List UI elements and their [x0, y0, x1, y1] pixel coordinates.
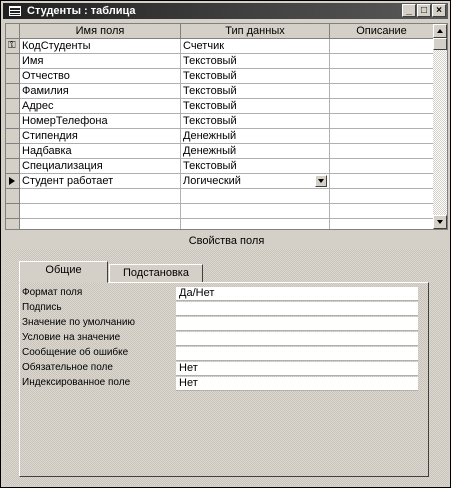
property-label: Формат поля [22, 287, 83, 298]
description-cell[interactable] [330, 219, 434, 230]
row-selector[interactable] [6, 99, 20, 114]
current-row-arrow-icon [9, 177, 15, 185]
property-label: Индексированное поле [22, 377, 131, 388]
field-name-cell[interactable]: Специализация [20, 159, 181, 174]
header-data-type[interactable]: Тип данных [181, 24, 330, 39]
property-value-field[interactable] [176, 317, 418, 331]
maximize-button[interactable]: □ [417, 4, 431, 17]
row-selector[interactable] [6, 39, 20, 54]
field-properties-title: Свойства поля [5, 234, 448, 250]
minimize-button[interactable]: _ [402, 4, 416, 17]
field-name-cell[interactable]: Студент работает [20, 174, 181, 189]
data-type-cell[interactable]: Счетчик [181, 39, 330, 54]
property-value-field[interactable]: Да/Нет [176, 287, 418, 301]
data-type-cell[interactable]: Текстовый [181, 159, 330, 174]
row-selector[interactable] [6, 54, 20, 69]
property-value-field[interactable] [176, 347, 418, 361]
table-row[interactable] [6, 204, 434, 219]
property-row[interactable] [20, 301, 420, 316]
data-type-cell[interactable]: Текстовый [181, 99, 330, 114]
data-type-cell[interactable]: Логический [181, 174, 330, 189]
property-label: Значение по умолчанию [22, 317, 135, 328]
row-selector[interactable] [6, 159, 20, 174]
row-selector[interactable] [6, 204, 20, 219]
field-properties-pane [5, 249, 448, 485]
table-row[interactable] [6, 174, 434, 189]
field-name-cell[interactable] [20, 219, 181, 230]
description-cell[interactable] [330, 114, 434, 129]
data-type-cell[interactable] [181, 219, 330, 230]
field-grid [5, 23, 448, 230]
table-row[interactable] [6, 39, 434, 54]
property-row[interactable] [20, 361, 420, 376]
row-selector[interactable] [6, 174, 20, 189]
row-selector[interactable] [6, 114, 20, 129]
data-type-cell[interactable]: Текстовый [181, 69, 330, 84]
property-value-field[interactable] [176, 302, 418, 316]
table-row[interactable] [6, 54, 434, 69]
header-description[interactable]: Описание [330, 24, 434, 39]
header-field-name[interactable]: Имя поля [20, 24, 181, 39]
description-cell[interactable] [330, 54, 434, 69]
header-corner [6, 24, 20, 39]
field-name-cell[interactable] [20, 204, 181, 219]
general-tab-panel [19, 282, 429, 477]
table-row[interactable] [6, 129, 434, 144]
field-name-cell[interactable]: Надбавка [20, 144, 181, 159]
field-name-cell[interactable]: Отчество [20, 69, 181, 84]
grid-header [6, 24, 434, 39]
property-row[interactable] [20, 346, 420, 361]
title-bar[interactable] [3, 3, 448, 19]
description-cell[interactable] [330, 144, 434, 159]
grid-vertical-scrollbar[interactable] [433, 24, 447, 229]
data-type-cell[interactable]: Денежный [181, 144, 330, 159]
primary-key-icon: ⚿ [8, 40, 16, 51]
table-row[interactable] [6, 219, 434, 230]
property-value-field[interactable]: Нет [176, 362, 418, 376]
field-name-cell[interactable] [20, 189, 181, 204]
field-name-cell[interactable]: Фамилия [20, 84, 181, 99]
data-type-cell[interactable]: Текстовый [181, 84, 330, 99]
tab-general[interactable]: Общие [19, 261, 108, 283]
row-selector[interactable] [6, 69, 20, 84]
property-value-field[interactable]: Нет [176, 377, 418, 391]
row-selector[interactable] [6, 144, 20, 159]
description-cell[interactable] [330, 129, 434, 144]
field-name-cell[interactable]: Стипендия [20, 129, 181, 144]
data-type-cell[interactable]: Денежный [181, 129, 330, 144]
description-cell[interactable] [330, 99, 434, 114]
field-name-cell[interactable]: НомерТелефона [20, 114, 181, 129]
tab-lookup[interactable]: Подстановка [109, 264, 203, 283]
table-icon [9, 6, 21, 16]
property-label: Условие на значение [22, 332, 121, 343]
row-selector[interactable] [6, 189, 20, 204]
description-cell[interactable] [330, 84, 434, 99]
data-type-cell[interactable]: Текстовый [181, 114, 330, 129]
description-cell[interactable] [330, 174, 434, 189]
description-cell[interactable] [330, 69, 434, 84]
table-row[interactable] [6, 144, 434, 159]
property-row[interactable] [20, 286, 420, 301]
table-row[interactable] [6, 159, 434, 174]
field-name-cell[interactable]: Адрес [20, 99, 181, 114]
data-type-dropdown-button[interactable] [315, 175, 327, 187]
table-row[interactable] [6, 189, 434, 204]
property-label: Подпись [22, 302, 62, 313]
data-type-cell[interactable] [181, 189, 330, 204]
property-row[interactable] [20, 331, 420, 346]
table-row[interactable] [6, 69, 434, 84]
description-cell[interactable] [330, 189, 434, 204]
table-row[interactable] [6, 84, 434, 99]
table-row[interactable] [6, 114, 434, 129]
property-value-field[interactable] [176, 332, 418, 346]
scroll-down-button[interactable] [433, 215, 447, 229]
property-row[interactable] [20, 316, 420, 331]
property-row[interactable] [20, 376, 420, 391]
property-label: Сообщение об ошибке [22, 347, 129, 358]
close-button[interactable]: × [432, 4, 446, 17]
row-selector[interactable] [6, 129, 20, 144]
field-name-cell[interactable]: Имя [20, 54, 181, 69]
data-type-cell[interactable] [181, 204, 330, 219]
description-cell[interactable] [330, 204, 434, 219]
description-cell[interactable] [330, 159, 434, 174]
data-type-cell[interactable]: Текстовый [181, 54, 330, 69]
scroll-up-button[interactable] [433, 24, 447, 38]
property-label: Обязательное поле [22, 362, 113, 373]
description-cell[interactable] [330, 39, 434, 54]
window-title: Студенты : таблица [27, 5, 136, 17]
table-row[interactable] [6, 99, 434, 114]
scroll-thumb[interactable] [433, 38, 447, 50]
row-selector[interactable] [6, 219, 20, 230]
row-selector[interactable] [6, 84, 20, 99]
field-name-cell[interactable]: КодСтуденты [20, 39, 181, 54]
